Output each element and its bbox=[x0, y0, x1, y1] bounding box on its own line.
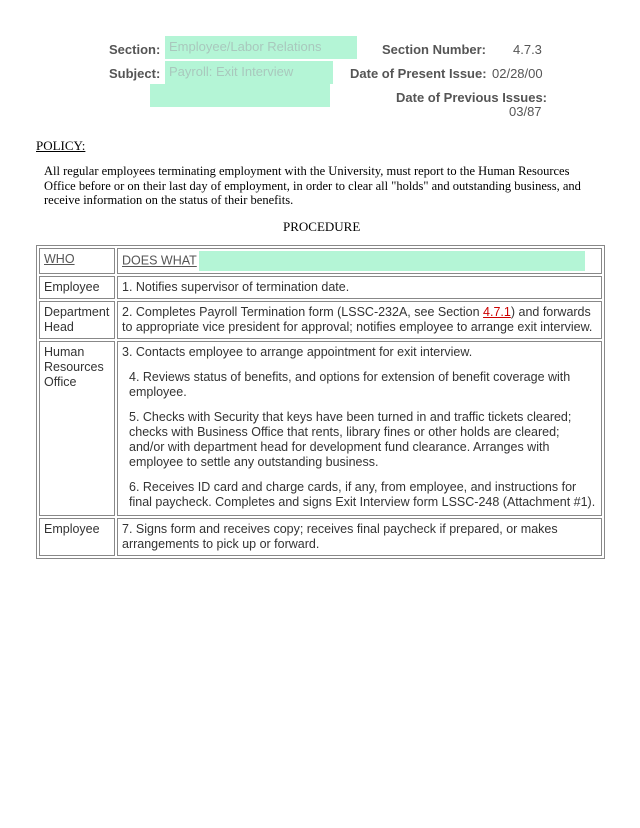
step-3: 3. Contacts employee to arrange appointment for exit interview. bbox=[122, 345, 473, 359]
who-cell: Employee bbox=[39, 518, 115, 556]
table-row bbox=[39, 276, 602, 299]
header-highlight bbox=[199, 251, 585, 271]
table-row bbox=[39, 301, 602, 339]
subject-label: Subject: bbox=[109, 66, 161, 81]
does-what-header-text: DOES WHAT bbox=[122, 253, 197, 268]
section-label: Section: bbox=[109, 42, 161, 57]
section-value: Employee/Labor Relations bbox=[165, 36, 357, 59]
step-2-text-before: 2. Completes Payroll Termination form (LSSC-232A, see Section bbox=[122, 305, 484, 319]
policy-heading: POLICY: bbox=[36, 138, 86, 153]
table-header-row bbox=[39, 248, 602, 274]
does-what-cell: 7. Signs form and receives copy; receives final paycheck if prepared, or makes arrangements to pick up or forward. bbox=[117, 518, 602, 556]
table-row bbox=[39, 518, 602, 556]
previous-issues-value: 03/87 bbox=[509, 104, 542, 119]
previous-issues-label: Date of Previous Issues: bbox=[396, 90, 547, 105]
blank-highlight-field bbox=[150, 84, 330, 107]
present-issue-label: Date of Present Issue: bbox=[350, 66, 487, 81]
who-cell: Human Resources Office bbox=[39, 341, 115, 516]
step-2-text-after: ) and forwards to appropriate vice president for approval; notifies employee to arrange exit interview. bbox=[122, 305, 593, 334]
does-what-cell: 1. Notifies supervisor of termination date. bbox=[117, 276, 602, 299]
subject-value: Payroll: Exit Interview bbox=[165, 61, 333, 84]
step-5: 5. Checks with Security that keys have been turned in and traffic tickets cleared; checks with Business Office that rents, library fines or other holds are cleared; and/or with department head for development fund clearance. Arranges with employee to settle any outstanding business. bbox=[129, 410, 572, 469]
present-issue-value: 02/28/00 bbox=[492, 66, 543, 81]
who-cell: Department Head bbox=[39, 301, 115, 339]
who-cell: Employee bbox=[39, 276, 115, 299]
step-4: 4. Reviews status of benefits, and options for extension of benefit coverage with employee. bbox=[129, 370, 571, 399]
table-row bbox=[39, 341, 602, 516]
section-number-value: 4.7.3 bbox=[513, 42, 542, 57]
procedure-heading: PROCEDURE bbox=[283, 219, 361, 234]
step-6: 6. Receives ID card and charge cards, if any, from employee, and instructions for final paycheck. Completes and signs Exit Interview form LSSC-248 (Attachment #1). bbox=[129, 480, 596, 509]
section-4-7-1-link[interactable]: 4.7.1 bbox=[483, 305, 511, 319]
col-who-header bbox=[39, 248, 115, 274]
section-number-label: Section Number: bbox=[382, 42, 487, 57]
does-what-cell bbox=[117, 301, 602, 339]
procedure-table bbox=[36, 245, 605, 559]
col-does-header bbox=[117, 248, 602, 274]
who-header-text: WHO bbox=[44, 252, 75, 266]
does-what-cell bbox=[117, 341, 602, 516]
policy-text: All regular employees terminating employment with the University, must report to the Human Resources Office before or on their last day of employment, in order to clear all "holds" and outstanding business, and receive information on the status of their benefits. bbox=[44, 164, 581, 207]
